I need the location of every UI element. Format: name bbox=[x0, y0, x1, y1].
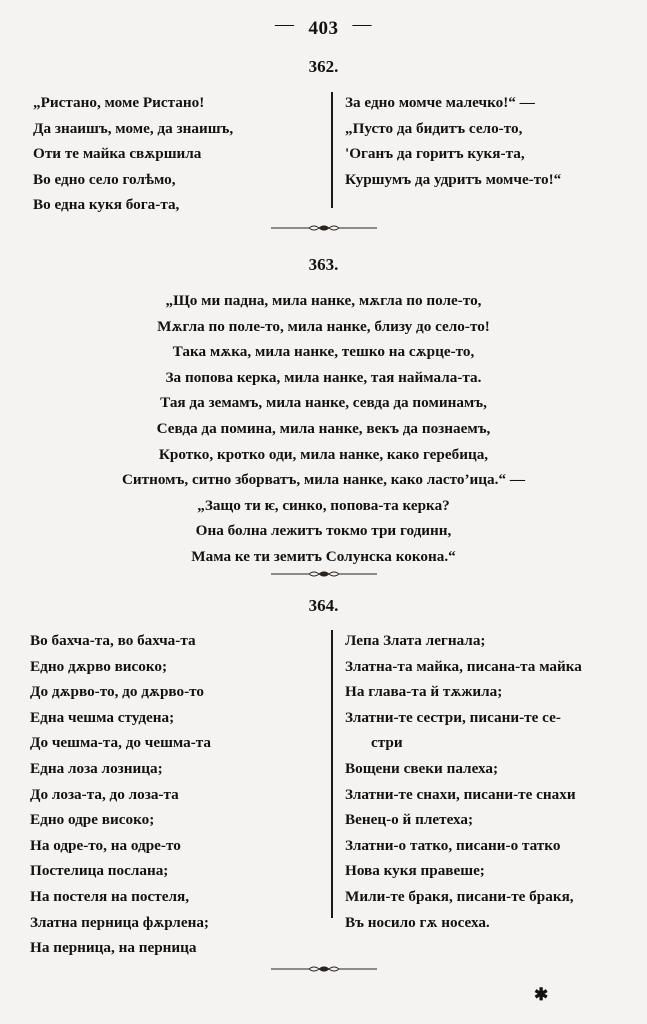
poem-line: Венец-о й плетеха; bbox=[345, 811, 474, 829]
poem-line: До чешма-та, до чешма-та bbox=[30, 734, 212, 752]
page-number: 403 bbox=[308, 18, 339, 40]
poem-364-right-column bbox=[345, 628, 582, 935]
poem-line: Вощени свеки палеха; bbox=[345, 759, 499, 777]
header-dash-left: — bbox=[275, 14, 295, 35]
poem-line: Постелица послана; bbox=[30, 862, 169, 880]
poem-line: До дѫрво-то, до дѫрво-то bbox=[30, 683, 204, 701]
poem-line: Лепа Злата легнала; bbox=[345, 632, 486, 649]
poem-line: Златни-те снахи, писани-те снахи bbox=[345, 785, 576, 803]
poem-line: За едно момче малечко!“ — bbox=[345, 94, 535, 111]
poem-line: Ситномъ, ситно зборватъ, мила нанке, како ласто’ица.“ — bbox=[121, 471, 526, 489]
signature-asterisk: ✱ bbox=[534, 985, 549, 1004]
poem-line: Во бахча-та, во бахча-та bbox=[30, 632, 196, 649]
ornamental-divider-3 bbox=[0, 962, 647, 976]
poem-line: За попова керка, мила нанке, тая наймала-та. bbox=[165, 368, 482, 386]
poem-line: До лоза-та, до лоза-та bbox=[30, 785, 179, 803]
column-divider-364 bbox=[331, 630, 333, 918]
poem-line: Оти те майка свѫршила bbox=[33, 145, 202, 163]
poem-line: Златна-та майка, писана-та майка bbox=[345, 657, 582, 675]
poem-line: Едно дѫрво високо; bbox=[30, 657, 168, 675]
poem-364-left-column bbox=[30, 628, 211, 961]
poem-line: „Пусто да бидитъ село-то, bbox=[345, 119, 523, 137]
poem-line: „Защо ти ѥ, синко, попова-та керка? bbox=[197, 496, 450, 514]
poem-line: „Що ми падна, мила нанке, мѫгла по поле-то, bbox=[165, 292, 482, 309]
poem-line: Нова кукя правеше; bbox=[345, 862, 485, 880]
ornamental-divider-1 bbox=[0, 221, 647, 235]
poem-line: Едно одре високо; bbox=[30, 811, 155, 829]
section-number-364: 364. bbox=[308, 596, 339, 615]
poem-362-right-column bbox=[345, 90, 561, 192]
poem-line: Златна перница фѫрлена; bbox=[30, 913, 209, 931]
page-header bbox=[0, 14, 647, 40]
poem-line: Кротко, кротко оди, мила нанке, како геребица, bbox=[158, 445, 489, 463]
poem-line: стри bbox=[371, 734, 403, 752]
poem-line: Така мѫка, мила нанке, тешко на сѫрце-то, bbox=[172, 343, 475, 361]
section-number-362: 362. bbox=[308, 57, 339, 76]
poem-line: Една лоза лозница; bbox=[30, 759, 163, 777]
poem-line: Въ носило гѫ носеха. bbox=[345, 913, 490, 931]
column-divider-362 bbox=[331, 92, 333, 208]
poem-line: На одре-то, на одре-то bbox=[30, 836, 181, 854]
poem-line: На постеля на постеля, bbox=[30, 887, 189, 905]
section-number-363: 363. bbox=[308, 255, 339, 274]
poem-line: Мама ке ти земитъ Солунска кокона.“ bbox=[191, 547, 456, 565]
poem-line: Златни-те сестри, писани-те се- bbox=[345, 708, 561, 726]
poem-363-body bbox=[0, 288, 647, 570]
poem-line: Во едно село голѣмо, bbox=[33, 170, 176, 188]
ornamental-divider-2 bbox=[0, 567, 647, 581]
poem-line: Куршумъ да удритъ момче-то!“ bbox=[345, 170, 562, 188]
poem-362-left-column bbox=[33, 90, 233, 218]
poem-line: Тая да земамъ, мила нанке, севда да поминамъ, bbox=[160, 394, 487, 412]
poem-line: Мили-те бракя, писани-те бракя, bbox=[345, 887, 574, 905]
poem-line: Во една кукя бога-та, bbox=[33, 196, 180, 214]
poem-line: На перница, на перница bbox=[30, 939, 197, 957]
poem-line: 'Оганъ да горитъ кукя-та, bbox=[345, 145, 525, 163]
poem-line: Она болна лежитъ токмо три годинн, bbox=[195, 522, 452, 540]
poem-line: На глава-та й тѫжила; bbox=[345, 683, 503, 701]
poem-line: Севда да помина, мила нанке, векъ да познаемъ, bbox=[156, 419, 491, 437]
poem-line: „Ристано, моме Ристано! bbox=[33, 94, 205, 111]
poem-line: Една чешма студена; bbox=[30, 708, 175, 726]
poem-line: Мѫгла по поле-то, мила нанке, близу до село-то! bbox=[157, 317, 490, 335]
poem-line: Златни-о татко, писани-о татко bbox=[345, 836, 561, 854]
header-dash-right: — bbox=[352, 14, 372, 35]
poem-line: Да знаишъ, моме, да знаишъ, bbox=[33, 119, 234, 137]
